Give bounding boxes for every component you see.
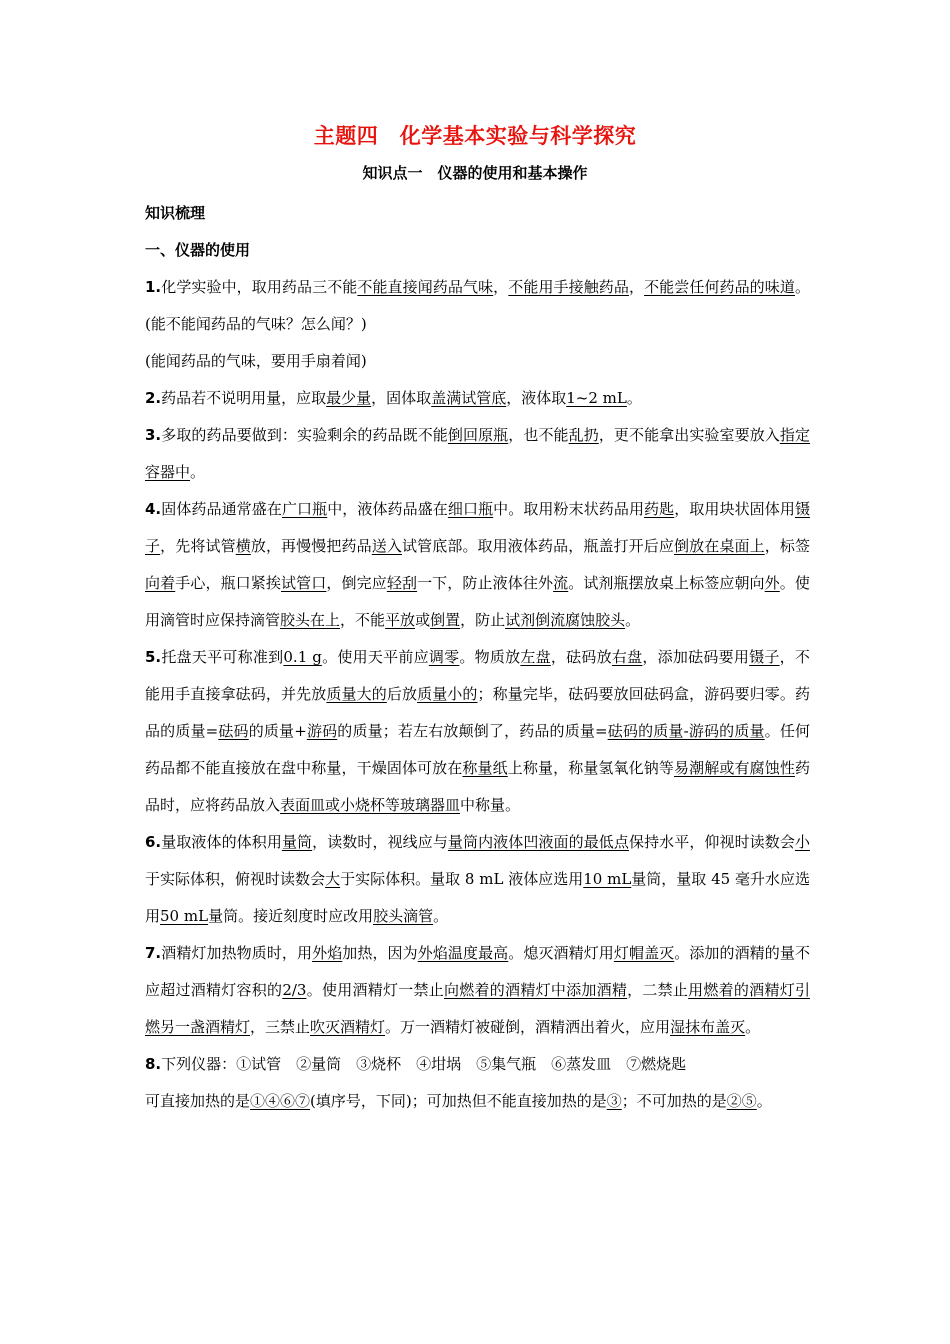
answer-blank: 倒置: [430, 611, 461, 629]
item-paragraph: [145, 1083, 810, 1120]
item-text: 。使用天平前应: [321, 648, 429, 666]
item-text: 中，液体药品盛在: [327, 500, 448, 518]
item-number: 1.: [145, 278, 162, 296]
item-text: 的质量；若左右放颠倒了，药品的质量=: [337, 722, 608, 740]
answer-blank: 乱扔: [568, 426, 599, 444]
answer-blank: 10 mL: [583, 870, 632, 888]
item-text: 中。取用粉末状药品用: [493, 500, 645, 518]
answer-blank: 1~2 mL: [566, 389, 627, 407]
answer-blank: 不能用手接触药品: [508, 278, 629, 296]
answer-blank: 外焰: [312, 944, 343, 962]
answer-blank: 右盘: [611, 648, 643, 666]
item-text: ；不可加热的是: [621, 1092, 727, 1110]
answer-blank: 湿抹布盖灭: [670, 1018, 746, 1036]
page-subtitle: 知识点一 仪器的使用和基本操作: [362, 164, 588, 182]
item-text: ，三禁止: [250, 1018, 311, 1036]
item-paragraph: [145, 935, 810, 1046]
item-text: 于实际体积。量取 8 mL 液体应选用: [340, 870, 584, 888]
item-text: ，读数时，视线应与: [312, 833, 448, 851]
item-text: ，更不能拿出实验室要放入: [598, 426, 780, 444]
item-text: ，取用块状固体用: [674, 500, 795, 518]
item-text: 。: [756, 1092, 772, 1110]
answer-blank: 最少量: [326, 389, 372, 407]
section-heading: 知识梳理: [145, 204, 206, 222]
item-text: 。: [433, 907, 449, 925]
item-number: 4.: [145, 500, 162, 518]
item-paragraph: [145, 824, 810, 935]
answer-blank: 向着: [145, 574, 176, 592]
item-paragraph: [145, 380, 810, 417]
answer-blank: 试管口: [281, 574, 327, 592]
item-text: 可直接加热的是: [145, 1092, 251, 1110]
item-text: ，先将试管: [160, 537, 236, 555]
answer-blank: ③: [606, 1092, 622, 1110]
item-number: 5.: [145, 648, 162, 666]
answer-blank: ②⑤: [726, 1092, 757, 1110]
answer-blank: 细口瓶: [447, 500, 494, 518]
item-text: 放，再慢慢把药品: [250, 537, 372, 555]
answer-blank: 易潮解或有腐蚀性: [674, 759, 795, 777]
item-text: 化学实验中，取用药品三不能: [161, 278, 358, 296]
item-text: 多取的药品要做到：实验剩余的药品既不能: [161, 426, 448, 444]
item-list: [145, 269, 810, 1120]
answer-blank: 镊子: [749, 648, 780, 666]
page-title: 主题四 化学基本实验与科学探究: [313, 124, 637, 148]
item-text: 托盘天平可称准到: [161, 648, 284, 666]
answer-blank: 镊子: [145, 500, 810, 555]
answer-blank: 调零: [428, 648, 460, 666]
item-text: 。使用滴管时应保持滴管: [145, 574, 810, 629]
answer-blank: 用燃着的酒精灯引燃另一盏酒精灯: [145, 981, 810, 1036]
item-paragraph: [145, 639, 810, 824]
answer-blank: 横: [235, 537, 251, 555]
answer-blank: 试剂倒流腐蚀胶头: [505, 611, 626, 629]
item-number: 3.: [145, 426, 162, 444]
item-text: 固体药品通常盛在: [161, 500, 282, 518]
item-number: 6.: [145, 833, 162, 851]
item-text: 中称量。: [460, 796, 521, 814]
item-text: 于实际体积，俯视时读数会: [145, 870, 326, 888]
item-text: ，: [493, 278, 509, 296]
answer-blank: 砝码: [218, 722, 249, 740]
answer-blank: 游码: [306, 722, 338, 740]
item-text: ，不能: [340, 611, 386, 629]
answer-blank: 轻刮: [386, 574, 418, 592]
item-text: 一下，防止液体往外: [417, 574, 554, 592]
item-text: 手心，瓶口紧挨: [175, 574, 282, 592]
answer-blank: 倒放在桌面上: [674, 537, 765, 555]
item-text: 或: [415, 611, 431, 629]
item-text: 药品若不说明用量，应取: [161, 389, 327, 407]
answer-blank: 大: [325, 870, 341, 888]
document-body: [145, 195, 810, 1120]
item-text: (能闻药品的气味，要用手扇着闻): [145, 352, 367, 370]
item-text: 酒精灯加热物质时，用: [161, 944, 313, 962]
item-text: ，倒完应: [326, 574, 387, 592]
answer-blank: 平放: [385, 611, 416, 629]
item-text: 下列仪器：①试管 ②量筒 ③烧杯 ④坩埚 ⑤集气瓶 ⑥蒸发皿 ⑦燃烧匙: [161, 1055, 687, 1073]
answer-blank: 质量大的: [326, 685, 387, 703]
item-text: 。添加的酒精的量不应超过酒精灯容积的: [145, 944, 810, 999]
answer-blank: 指定容器中: [145, 426, 810, 481]
item-paragraph: [145, 491, 810, 639]
answer-blank: 砝码的质量-游码的质量: [607, 722, 765, 740]
item-text: 的质量+: [248, 722, 307, 740]
answer-blank: 不能尝任何药品的味道: [644, 278, 795, 296]
answer-blank: 送入: [371, 537, 402, 555]
item-text: ，添加砝码要用: [642, 648, 750, 666]
item-text: 。: [625, 611, 641, 629]
sub-heading: 一、仪器的使用: [145, 241, 251, 259]
answer-blank: 胶头滴管: [373, 907, 434, 925]
answer-blank: 量筒内液体凹液面的最低点: [447, 833, 629, 851]
item-text: 。: [626, 389, 642, 407]
item-text: 加热，因为: [342, 944, 418, 962]
answer-blank: 0.1 g: [283, 648, 322, 666]
answer-blank: 2/3: [282, 981, 307, 999]
answer-blank: 量筒: [281, 833, 313, 851]
answer-blank: 质量小的: [417, 685, 478, 703]
item-text: 。: [190, 463, 206, 481]
answer-blank: 盖满试管底: [431, 389, 507, 407]
item-paragraph: [145, 417, 810, 491]
item-text: ，: [628, 278, 645, 296]
item-text: ，二禁止: [627, 981, 689, 999]
item-text: 保持水平，仰视时读数会: [628, 833, 795, 851]
item-text: 。: [745, 1018, 761, 1036]
answer-blank: 表面皿或小烧杯等玻璃器皿: [280, 796, 461, 814]
item-text: ，不能用手直接拿砝码，并先放: [145, 648, 810, 703]
item-text: (填序号，下同)；可加热但不能直接加热的是: [310, 1092, 607, 1110]
item-text: ，固体取: [371, 389, 432, 407]
item-text: 。万一酒精灯被碰倒，酒精洒出着火，应用: [385, 1018, 671, 1036]
item-text: 。使用酒精灯一禁止: [306, 981, 445, 999]
item-text: 。(能不能闻药品的气味？怎么闻？): [145, 278, 810, 333]
answer-blank: ①④⑥⑦: [250, 1092, 311, 1110]
item-text: ，砝码放: [550, 648, 612, 666]
answer-blank: 外焰温度最高: [417, 944, 509, 962]
item-text: ，标签: [764, 537, 810, 555]
answer-blank: 胶头在上: [280, 611, 341, 629]
answer-blank: 吹灭酒精灯: [310, 1018, 386, 1036]
item-number: 2.: [145, 389, 162, 407]
item-paragraph: [145, 269, 810, 343]
item-text: ，也不能: [508, 426, 569, 444]
item-number: 8.: [145, 1055, 162, 1073]
item-text: 。熄灭酒精灯用: [508, 944, 614, 962]
answer-blank: 广口瓶: [281, 500, 328, 518]
item-text: 药品时，应将药品放入: [145, 759, 810, 814]
answer-blank: 小: [794, 833, 810, 851]
item-text: 量筒。接近刻度时应改用: [208, 907, 374, 925]
item-text: ，防止: [460, 611, 506, 629]
answer-blank: 外: [764, 574, 780, 592]
answer-blank: 倒回原瓶: [447, 426, 509, 444]
item-text: ，液体取: [506, 389, 567, 407]
item-text: 。试剂瓶摆放桌上标签应朝向: [568, 574, 765, 592]
item-text: 上称量，称量氢氧化钠等: [507, 759, 675, 777]
item-text: 试管底部。取用液体药品，瓶盖打开后应: [401, 537, 675, 555]
item-text: 量筒，量取 45 毫升水应选用: [145, 870, 810, 925]
answer-blank: 流: [553, 574, 569, 592]
item-paragraph: [145, 343, 810, 380]
item-text: 后放: [386, 685, 418, 703]
item-number: 7.: [145, 944, 162, 962]
item-paragraph: [145, 1046, 810, 1083]
item-text: 量取液体的体积用: [161, 833, 282, 851]
item-text: 。物质放: [459, 648, 521, 666]
answer-blank: 50 mL: [160, 907, 209, 925]
answer-blank: 左盘: [520, 648, 551, 666]
answer-blank: 药匙: [644, 500, 675, 518]
answer-blank: 灯帽盖灭: [613, 944, 675, 962]
answer-blank: 向燃着的酒精灯中添加酒精: [444, 981, 628, 999]
item-text: 。任何药品都不能直接放在盘中称量，干燥固体可放在: [145, 722, 810, 777]
item-text: ；称量完毕，砝码要放回砝码盒，游码要归零。药品的质量=: [145, 685, 810, 740]
answer-blank: 不能直接闻药品气味: [357, 278, 494, 296]
answer-blank: 称量纸: [462, 759, 508, 777]
